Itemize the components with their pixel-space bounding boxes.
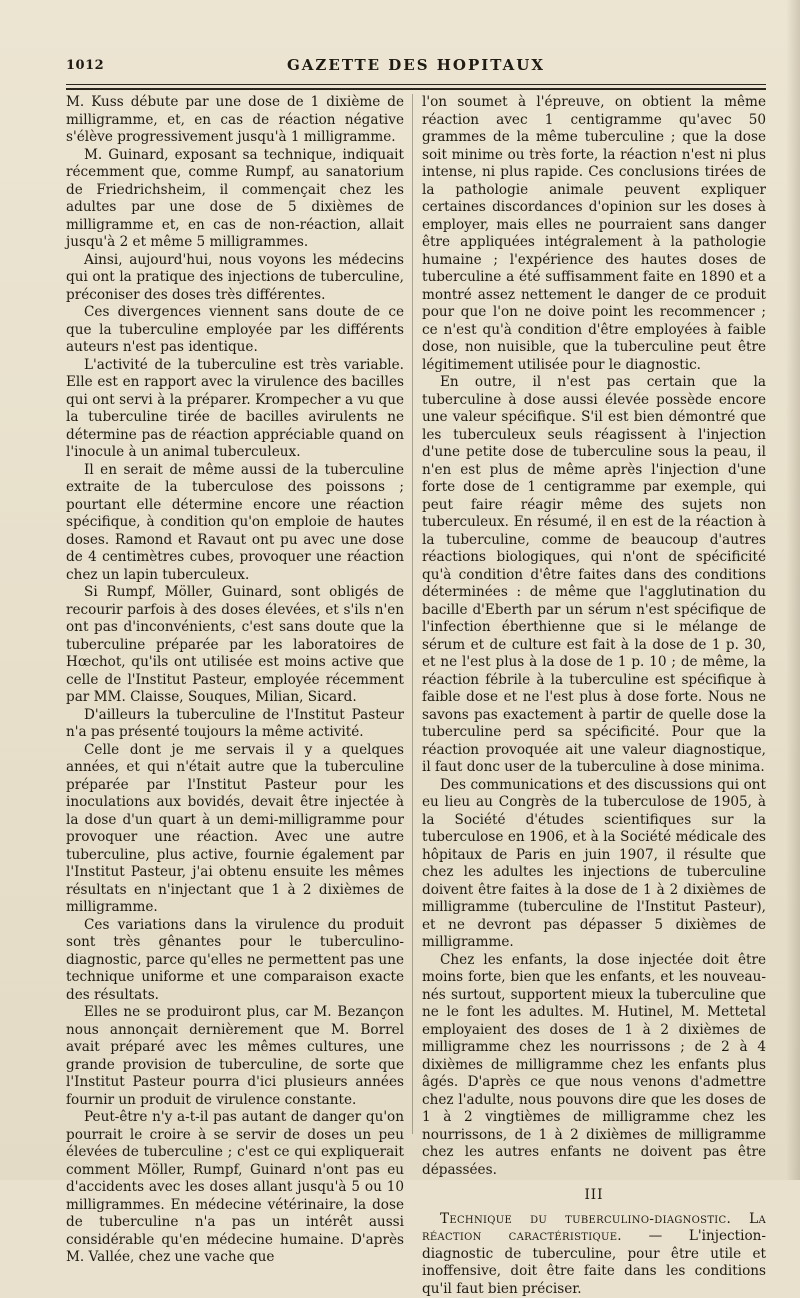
paragraph: D'ailleurs la tuberculine de l'Institut Pasteur n'a pas présenté toujours la même activité.: [66, 707, 404, 742]
paragraph: M. Kuss débute par une dose de 1 dixième de milligramme, et, en cas de réaction négative s'élève progressivement jusqu'à 1 milligramme.: [66, 94, 404, 147]
page-spine-shadow: [786, 0, 800, 1180]
page-number: 1012: [66, 58, 104, 73]
paragraph: M. Guinard, exposant sa technique, indiquait récemment que, comme Rumpf, au sanatorium de Friedrichsheim, il commençait chez les adultes par une dose de 5 dixièmes de milligramme et, en cas de non-réaction, allait jusqu'à 2 et même 5 milligrammes.: [66, 147, 404, 252]
paragraph: L'activité de la tuberculine est très variable. Elle est en rapport avec la virulence des bacilles qui ont servi à la préparer. Krompecher a vu que la tuberculine tirée de bacilles avirulents ne détermine pas de réaction appréciable quand on l'inocule à un animal tuberculeux.: [66, 357, 404, 462]
column-divider: [412, 94, 413, 1134]
paragraph: Des communications et des discussions qui ont eu lieu au Congrès de la tuberculose de 1905, à la Société d'études scientifiques sur la tuberculose en 1906, et à la Société médicale des hôpitaux de Paris en juin 1907, il résulte que chez les adultes les injections de tuberculine doivent être faites à la dose de 1 à 2 dixièmes de milligramme (tuberculine de l'Institut Pasteur), et ne devront pas dépasser 5 dixièmes de milligramme.: [422, 777, 766, 952]
right-column: [422, 94, 766, 1298]
paragraph: Chez les enfants, la dose injectée doit être moins forte, bien que les enfants, et les nouveau-nés surtout, supportent mieux la tuberculine que ne le font les adultes. M. Hutinel, M. Mettetal employaient des doses de 1 à 2 dixièmes de milligramme chez les nourrissons ; de 2 à 4 dixièmes de milligramme chez les enfants plus âgés. D'après ce que nous venons d'admettre chez l'adulte, nous pouvons dire que les doses de 1 à 2 vingtièmes de milligramme chez les nourrissons, de 1 à 2 dixièmes de milligramme chez les autres enfants ne doivent pas être dépassées.: [422, 952, 766, 1180]
paragraph: Si Rumpf, Möller, Guinard, sont obligés de recourir parfois à des doses élevées, et s'ils n'en ont pas d'inconvénients, c'est sans doute que la tuberculine préparée par les laboratoires de Hœchot, qu'ils ont utilisée est moins active que celle de l'Institut Pasteur, employée récemment par MM. Claisse, Souques, Milian, Sicard.: [66, 584, 404, 707]
running-title: GAZETTE DES HOPITAUX: [66, 56, 766, 74]
paragraph: Celle dont je me servais il y a quelques années, et qui n'était autre que la tuberculine préparée par l'Institut Pasteur pour les inoculations aux bovidés, devait être injectée à la dose d'un quart à un demi-milligramme pour provoquer une réaction. Avec une autre tuberculine, plus active, fournie également par l'Institut Pasteur, j'ai obtenu ensuite les mêmes résultats en n'injectant que 1 à 2 dixièmes de milligramme.: [66, 742, 404, 917]
paragraph: Ces divergences viennent sans doute de ce que la tuberculine employée par les différents auteurs n'est pas identique.: [66, 304, 404, 357]
paragraph: Ces variations dans la virulence du produit sont très gênantes pour le tuberculino-diagnostic, parce qu'elles ne permettent pas une technique uniforme et une comparaison exacte des résultats.: [66, 917, 404, 1005]
paragraph: Elles ne se produiront plus, car M. Bezançon nous annonçait dernièrement que M. Borrel avait préparé avec les mêmes cultures, une grande provision de tuberculine, de sorte que l'Institut Pasteur pourra d'ici plusieurs années fournir un produit de virulence constante.: [66, 1004, 404, 1109]
section-text: — L'injection-diagnostic de tuberculine, pour être utile et inoffensive, doit être faite dans les conditions qu'il faut bien préciser.: [422, 1228, 766, 1297]
page-header: [66, 56, 766, 80]
header-rule-thin: [66, 84, 766, 85]
paragraph: Il en serait de même aussi de la tuberculine extraite de la tuberculose des poissons ; pourtant elle détermine encore une réaction spécifique, à condition qu'on emploie de hautes doses. Ramond et Ravaut ont pu avec une dose de 4 centimètres cubes, provoquer une réaction chez un lapin tuberculeux.: [66, 462, 404, 585]
section-heading: Technique du tuberculino-diagnostic. La réaction caractéristique.: [422, 1211, 766, 1245]
paragraph: Ainsi, aujourd'hui, nous voyons les médecins qui ont la pratique des injections de tuberculine, préconiser des doses très différentes.: [66, 252, 404, 305]
paragraph: En outre, il n'est pas certain que la tuberculine à dose aussi élevée possède encore une valeur spécifique. S'il est bien démontré que les tuberculeux seuls réagissent à l'injection d'une petite dose de tuberculine sous la peau, il n'en est plus de même après l'injection d'une forte dose de 1 centigramme par exemple, qui peut faire réagir même des sujets non tuberculeux. En résumé, il en est de la réaction à la tuberculine, comme de beaucoup d'autres réactions biologiques, qui n'ont de spécificité qu'à condition d'être faites dans des conditions déterminées : de même que l'agglutination du bacille d'Eberth par un sérum n'est spécifique de l'infection éberthienne que si le mélange de sérum et de culture est fait à la dose de 1 p. 30, et ne l'est plus à la dose de 1 p. 10 ; de même, la réaction fébrile à la tuberculine est spécifique à faible dose et ne l'est plus à dose forte. Nous ne savons pas exactement à partir de quelle dose la tuberculine perd sa spécificité. Pour que la réaction provoquée ait une valeur diagnostique, il faut donc user de la tuberculine à dose minima.: [422, 374, 766, 777]
section-paragraph: [422, 1211, 766, 1298]
paragraph: Peut-être n'y a-t-il pas autant de danger qu'on pourrait le croire à se servir de doses un peu élevées de tuberculine ; c'est ce qui expliquerait comment Möller, Rumpf, Guinard n'ont pas eu d'accidents avec les doses allant jusqu'à 5 ou 10 milligrammes. En médecine vétérinaire, la dose de tuberculine n'a pas un intérêt aussi considérable qu'en médecine humaine. D'après M. Vallée, chez une vache que: [66, 1109, 404, 1267]
paragraph: l'on soumet à l'épreuve, on obtient la même réaction avec 1 centigramme qu'avec 50 grammes de la même tuberculine ; que la dose soit minime ou très forte, la réaction n'est ni plus intense, ni plus rapide. Ces conclusions tirées de la pathologie animale peuvent expliquer certaines discordances d'opinion sur les doses à employer, mais elles ne pourraient sans danger être appliquées intégralement à la pathologie humaine ; l'expérience des hautes doses de tuberculine a été suffisamment faite en 1890 et a montré assez nettement le danger de ce produit pour que l'on ne doive point les recommencer ; ce n'est qu'à condition d'être employées à faible dose, non nuisible, que la tuberculine peut être légitimement utilisée pour le diagnostic.: [422, 94, 766, 374]
section-number: III: [422, 1187, 766, 1205]
left-column: [66, 94, 404, 1267]
header-rule-thick: [66, 88, 766, 90]
